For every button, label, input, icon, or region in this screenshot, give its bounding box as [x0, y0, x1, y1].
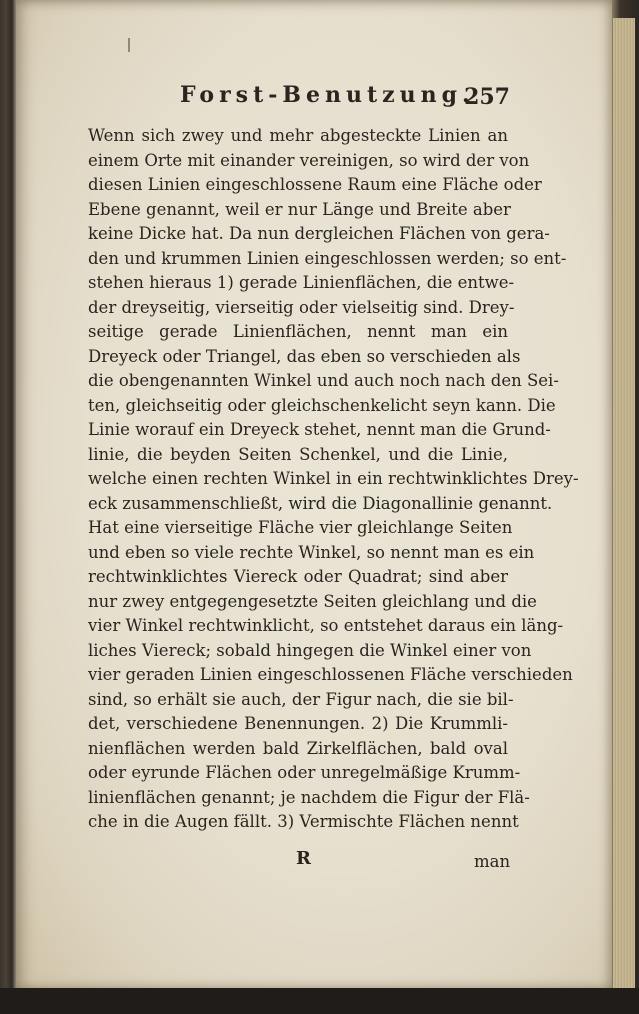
- text-line: ten, gleichseitig oder gleichschenkelicht seyn kann. Die: [88, 395, 556, 415]
- text-line: und eben so viele rechte Winkel, so nennt man es ein: [88, 542, 535, 562]
- text-line: seitige gerade Linienflächen, nennt man ein: [88, 322, 508, 341]
- body-text: [88, 124, 579, 835]
- text-line: sind, so erhält sie auch, der Figur nach, die sie bil-: [88, 689, 514, 709]
- scan-bottom-border: [0, 988, 639, 1014]
- page-header: [180, 80, 510, 116]
- text-line: linie, die beyden Seiten Schenkel, und die Linie,: [88, 444, 508, 464]
- text-line: die obengenannten Winkel und auch noch nach den Sei-: [88, 371, 559, 390]
- text-line: den und krummen Linien eingeschlossen werden; so ent-: [88, 248, 567, 268]
- text-line: eck zusammenschließt, wird die Diagonallinie genannt.: [88, 493, 553, 513]
- text-line: stehen hieraus 1) gerade Linienflächen, die entwe-: [88, 273, 515, 292]
- text-line: der dreyseitig, vierseitig oder vielseitig sind. Drey-: [88, 297, 515, 317]
- text-line: Hat eine vierseitige Fläche vier gleichlange Seiten: [88, 518, 513, 537]
- text-line: rechtwinklichtes Viereck oder Quadrat; sind aber: [88, 567, 508, 586]
- binding-mark: [128, 38, 130, 52]
- text-line: vier Winkel rechtwinklicht, so entstehet daraus ein läng-: [88, 616, 564, 635]
- text-line: det, verschiedene Benennungen. 2) Die Krummli-: [88, 714, 508, 733]
- text-line: Dreyeck oder Triangel, das eben so verschieden als: [88, 346, 521, 366]
- text-line: vier geraden Linien eingeschlossenen Fläche verschieden: [88, 665, 573, 684]
- text-line: welche einen rechten Winkel in ein rechtwinklichtes Drey-: [88, 469, 579, 488]
- page-stack-edge: [613, 18, 635, 988]
- page-number: 257: [464, 84, 510, 110]
- catchword: man: [474, 852, 511, 871]
- text-line: nienflächen werden bald Zirkelflächen, bald oval: [88, 738, 508, 758]
- text-line: Ebene genannt, weil er nur Länge und Breite aber: [88, 199, 511, 219]
- text-line: Wenn sich zwey und mehr abgesteckte Linien an: [88, 126, 508, 145]
- text-line: oder eyrunde Flächen oder unregelmäßige Krumm-: [88, 763, 521, 782]
- text-line: einem Orte mit einander vereinigen, so wird der von: [88, 150, 530, 170]
- signature-mark: R: [296, 848, 311, 869]
- text-line: diesen Linien eingeschlossene Raum eine Fläche oder: [88, 175, 542, 194]
- text-line: linienflächen genannt; je nachdem die Figur der Flä-: [88, 787, 530, 807]
- text-line: liches Viereck; sobald hingegen die Winkel einer von: [88, 640, 532, 660]
- text-line: che in die Augen fällt. 3) Vermischte Flächen nennt: [88, 812, 519, 831]
- running-head: Forst-Benutzung.: [180, 82, 475, 108]
- text-line: nur zwey entgegengesetzte Seiten gleichlang und die: [88, 591, 537, 611]
- text-line: keine Dicke hat. Da nun dergleichen Flächen von gera-: [88, 224, 550, 243]
- text-line: Linie worauf ein Dreyeck stehet, nennt man die Grund-: [88, 420, 551, 439]
